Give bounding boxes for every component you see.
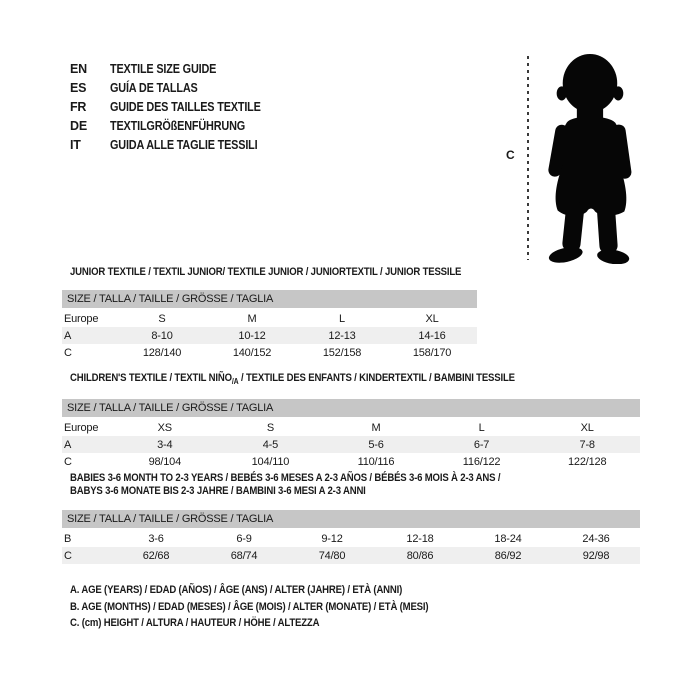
note-age-months: B. AGE (MONTHS) / EDAD (MESES) / ÂGE (MOIS) / ALTER (MONATE) / ETÀ (MESI) (70, 600, 429, 613)
language-code: EN (70, 62, 87, 76)
language-title: GUIDA ALLE TAGLIE TESSILI (110, 138, 258, 152)
language-title: GUÍA DE TALLAS (110, 81, 198, 95)
height-dashed-line (527, 56, 529, 260)
section-title-subscript: /A (231, 377, 239, 387)
language-row-it (70, 136, 283, 155)
section-babies (62, 472, 640, 564)
row-label: Europe (62, 418, 112, 436)
language-row-de (70, 117, 283, 136)
height-figure (498, 52, 658, 270)
junior-size-table (62, 290, 477, 361)
size-cell: M (323, 418, 429, 436)
row-label: Europe (62, 309, 117, 327)
section-title-line2: BABYS 3-6 MONATE BIS 2-3 JAHRE / BAMBINI 3-6 MESI A 2-3 ANNI (70, 485, 366, 497)
size-cell: 128/140 (117, 344, 207, 361)
row-label: C (62, 344, 117, 361)
size-cell: 104/110 (218, 453, 324, 470)
language-code: DE (70, 119, 87, 133)
size-cell: 12-13 (297, 327, 387, 344)
size-cell: 92/98 (552, 547, 640, 564)
size-cell: 80/86 (376, 547, 464, 564)
section-children (62, 372, 640, 470)
size-cell: 24-36 (552, 529, 640, 547)
size-cell: S (218, 418, 324, 436)
size-cell: 6-9 (200, 529, 288, 547)
row-label: A (62, 327, 117, 344)
size-cell: S (117, 309, 207, 327)
language-code: IT (70, 138, 81, 152)
size-cell: 74/80 (288, 547, 376, 564)
size-cell: XL (387, 309, 477, 327)
section-title: JUNIOR TEXTILE / TEXTIL JUNIOR/ TEXTILE JUNIOR / JUNIORTEXTIL / JUNIOR TESSILE (70, 266, 462, 278)
toddler-silhouette-icon (536, 52, 648, 264)
children-size-table (62, 399, 640, 470)
language-row-es (70, 79, 283, 98)
table-header: SIZE / TALLA / TAILLE / GRÖSSE / TAGLIA (62, 399, 640, 418)
language-row-fr (70, 98, 283, 117)
size-cell: 152/158 (297, 344, 387, 361)
table-header: SIZE / TALLA / TAILLE / GRÖSSE / TAGLIA (62, 290, 477, 309)
row-label: B (62, 529, 112, 547)
section-title-line1: BABIES 3-6 MONTH TO 2-3 YEARS / BEBÉS 3-6 MESES A 2-3 AÑOS / BÉBÉS 3-6 MOIS À 2-3 ANS / (70, 472, 501, 484)
size-cell: 18-24 (464, 529, 552, 547)
size-cell: 7-8 (534, 436, 640, 453)
language-title: TEXTILGRÖßENFÜHRUNG (110, 119, 246, 133)
row-label: C (62, 453, 112, 470)
size-cell: 158/170 (387, 344, 477, 361)
note-age-years: A. AGE (YEARS) / EDAD (AÑOS) / ÂGE (ANS) / ALTER (JAHRE) / ETÀ (ANNI) (70, 584, 403, 596)
size-cell: 10-12 (207, 327, 297, 344)
section-junior (62, 266, 477, 361)
size-cell: 3-6 (112, 529, 200, 547)
size-cell: M (207, 309, 297, 327)
size-cell: 9-12 (288, 529, 376, 547)
language-title: TEXTILE SIZE GUIDE (110, 62, 217, 76)
language-title: GUIDE DES TAILLES TEXTILE (110, 100, 261, 114)
size-cell: 122/128 (534, 453, 640, 470)
figure-height-label: C (506, 148, 515, 162)
language-list (70, 60, 283, 155)
row-label: A (62, 436, 112, 453)
size-cell: 12-18 (376, 529, 464, 547)
size-cell: L (297, 309, 387, 327)
section-title (70, 472, 640, 498)
language-row-en (70, 60, 283, 79)
size-cell: 6-7 (429, 436, 535, 453)
size-cell: 8-10 (117, 327, 207, 344)
size-cell: 98/104 (112, 453, 218, 470)
size-cell: XS (112, 418, 218, 436)
section-title (70, 372, 566, 388)
size-cell: 86/92 (464, 547, 552, 564)
size-cell: 140/152 (207, 344, 297, 361)
table-header: SIZE / TALLA / TAILLE / GRÖSSE / TAGLIA (62, 510, 640, 529)
note-height-cm: C. (cm) HEIGHT / ALTURA / HAUTEUR / HÖHE / ALTEZZA (70, 617, 320, 629)
size-cell: 4-5 (218, 436, 324, 453)
language-code: FR (70, 100, 87, 114)
size-cell: 14-16 (387, 327, 477, 344)
size-cell: 3-4 (112, 436, 218, 453)
section-title-text: / TEXTILE DES ENFANTS / KINDERTEXTIL / BAMBINI TESSILE (238, 372, 515, 384)
babies-size-table (62, 510, 640, 564)
size-cell: XL (534, 418, 640, 436)
size-cell: L (429, 418, 535, 436)
size-cell: 110/116 (323, 453, 429, 470)
size-cell: 5-6 (323, 436, 429, 453)
section-title-text: CHILDREN'S TEXTILE / TEXTIL NIÑO (70, 372, 232, 384)
row-label: C (62, 547, 112, 564)
size-cell: 116/122 (429, 453, 535, 470)
size-cell: 62/68 (112, 547, 200, 564)
legend-notes (70, 582, 482, 632)
language-code: ES (70, 81, 87, 95)
size-cell: 68/74 (200, 547, 288, 564)
